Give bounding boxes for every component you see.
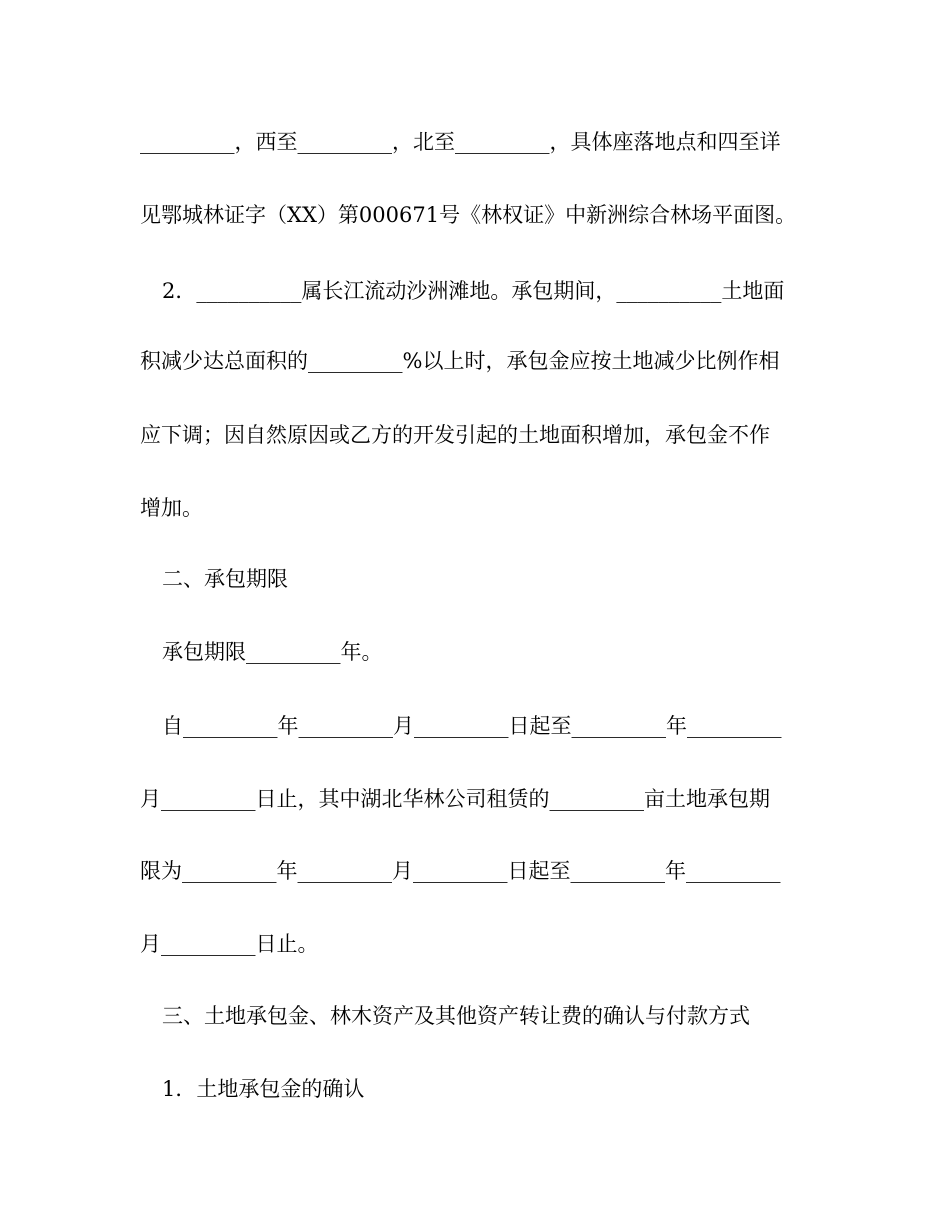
paragraph-line: 月_________日止。	[140, 932, 319, 956]
paragraph-line: _________，西至_________，北至_________，具体座落地点和四至详	[140, 130, 781, 154]
section-heading: 三、土地承包金、林木资产及其他资产转让费的确认与付款方式	[162, 1004, 750, 1028]
section-heading: 二、承包期限	[162, 567, 288, 591]
subsection-heading: 1．土地承包金的确认	[162, 1077, 365, 1101]
paragraph-line: 见鄂城林证字（XX）第000671号《林权证》中新洲综合林场平面图。	[140, 203, 797, 227]
paragraph-line: 增加。	[140, 496, 203, 520]
paragraph-line: 承包期限_________年。	[162, 640, 383, 664]
paragraph-line: 积减少达总面积的_________%以上时，承包金应按土地减少比例作相	[140, 349, 780, 373]
paragraph-line: 2．__________属长江流动沙洲滩地。承包期间，__________土地面	[162, 279, 785, 303]
paragraph-line: 自_________年_________月_________日起至_________年_________	[162, 714, 782, 738]
paragraph-line: 应下调；因自然原因或乙方的开发引起的土地面积增加，承包金不作	[140, 423, 770, 447]
paragraph-line: 限为_________年_________月_________日起至_________年_________	[140, 859, 781, 883]
paragraph-line: 月_________日止，其中湖北华林公司租赁的_________亩土地承包期	[140, 787, 770, 811]
